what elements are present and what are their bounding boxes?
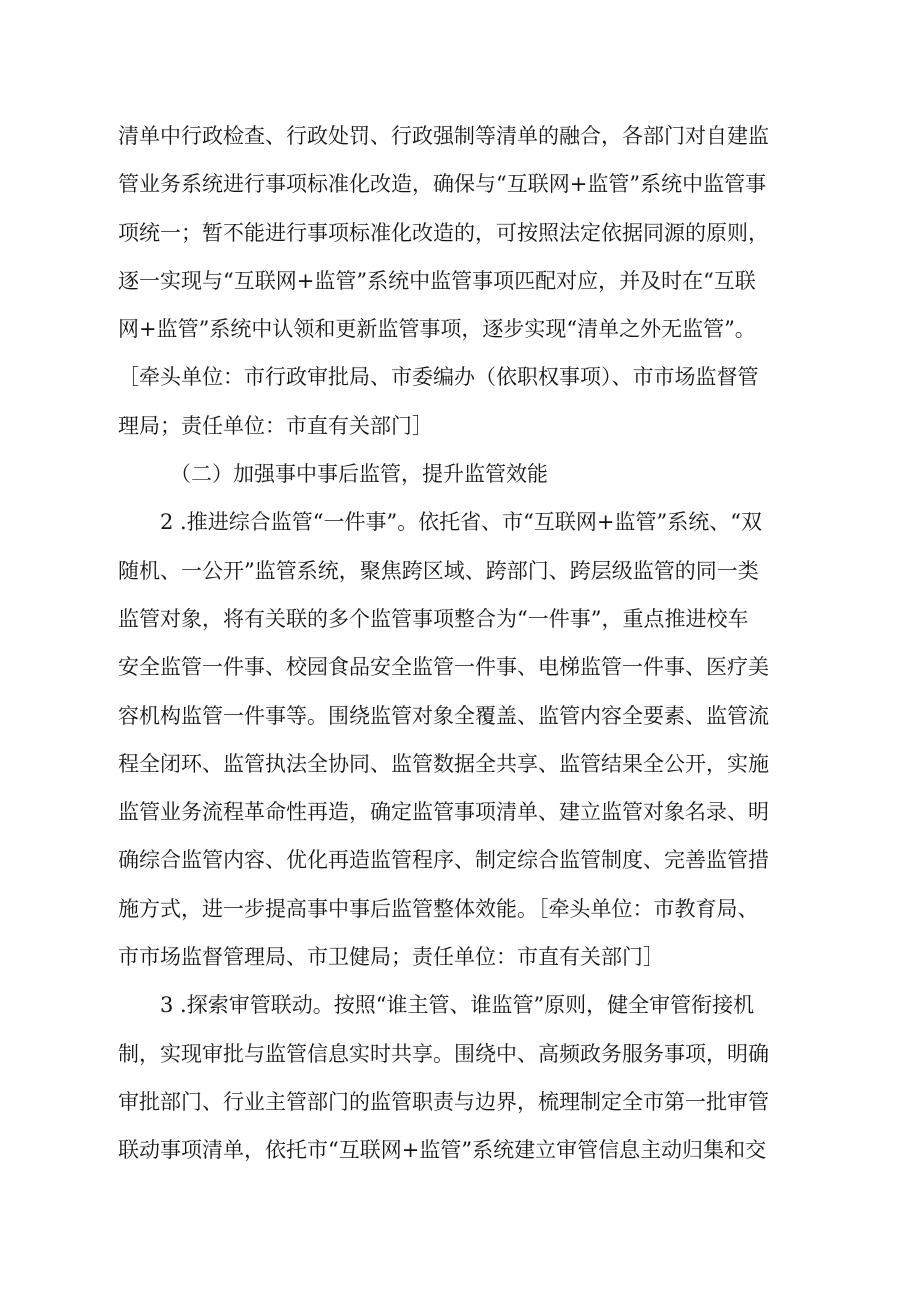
paragraph-2 (118, 498, 838, 981)
text-line: 3 .探索审管联动。按照“谁主管、谁监管”原则，健全审管衔接机 (160, 993, 755, 1018)
text-line: 容机构监管一件事等。围绕监管对象全覆盖、监管内容全要素、监管流 (118, 703, 769, 728)
text-line: 管业务系统进行事项标准化改造，确保与“互联网+监管”系统中监管事 (118, 172, 767, 197)
text-line: 理局；责任单位：市直有关部门］ (118, 413, 433, 438)
text-line: 网+监管”系统中认领和更新监管事项，逐步实现“清单之外无监管”。 (118, 317, 756, 342)
text-line: 项统一；暂不能进行事项标准化改造的，可按照法定依据同源的原则， (118, 220, 769, 245)
text-line: 制，实现审批与监管信息实时共享。围绕中、高频政务服务事项，明确 (118, 1041, 769, 1066)
text-line: 随机、一公开”监管系统，聚焦跨区域、跨部门、跨层级监管的同一类 (118, 558, 759, 583)
paragraph-1 (118, 112, 838, 450)
section-heading-text: （二）加强事中事后监管，提升监管效能 (170, 462, 548, 487)
paragraph-3 (118, 981, 838, 1174)
text-line: 监管业务流程革命性再造，确定监管事项清单、建立监管对象名录、明 (118, 800, 769, 825)
text-line: 程全闭环、监管执法全协同、监管数据全共享、监管结果全公开，实施 (118, 751, 769, 776)
text-line: 2 .推进综合监管“一件事”。依托省、市“互联网+监管”系统、“双 (160, 510, 762, 535)
document-body (118, 112, 838, 1175)
text-line: 审批部门、行业主管部门的监管职责与边界，梳理制定全市第一批审管 (118, 1089, 769, 1114)
text-line: 确综合监管内容、优化再造监管程序、制定综合监管制度、完善监管措 (118, 848, 769, 873)
text-line: 逐一实现与“互联网+监管”系统中监管事项匹配对应，并及时在“互联 (118, 268, 756, 293)
text-line: 市市场监督管理局、市卫健局；责任单位：市直有关部门］ (118, 945, 664, 970)
text-line: 清单中行政检查、行政处罚、行政强制等清单的融合，各部门对自建监 (118, 124, 769, 148)
text-line: 安全监管一件事、校园食品安全监管一件事、电梯监管一件事、医疗美 (118, 655, 769, 680)
text-line: 监管对象，将有关联的多个监管事项整合为“一件事”，重点推进校车 (118, 606, 749, 631)
text-line: 联动事项清单，依托市“互联网+监管”系统建立审管信息主动归集和交 (118, 1138, 767, 1163)
section-heading (118, 450, 838, 498)
text-line: 施方式，进一步提高事中事后监管整体效能。［牵头单位：市教育局、 (118, 896, 759, 921)
text-line: ［牵头单位：市行政审批局、市委编办（依职权事项）、市市场监督管 (118, 365, 759, 390)
